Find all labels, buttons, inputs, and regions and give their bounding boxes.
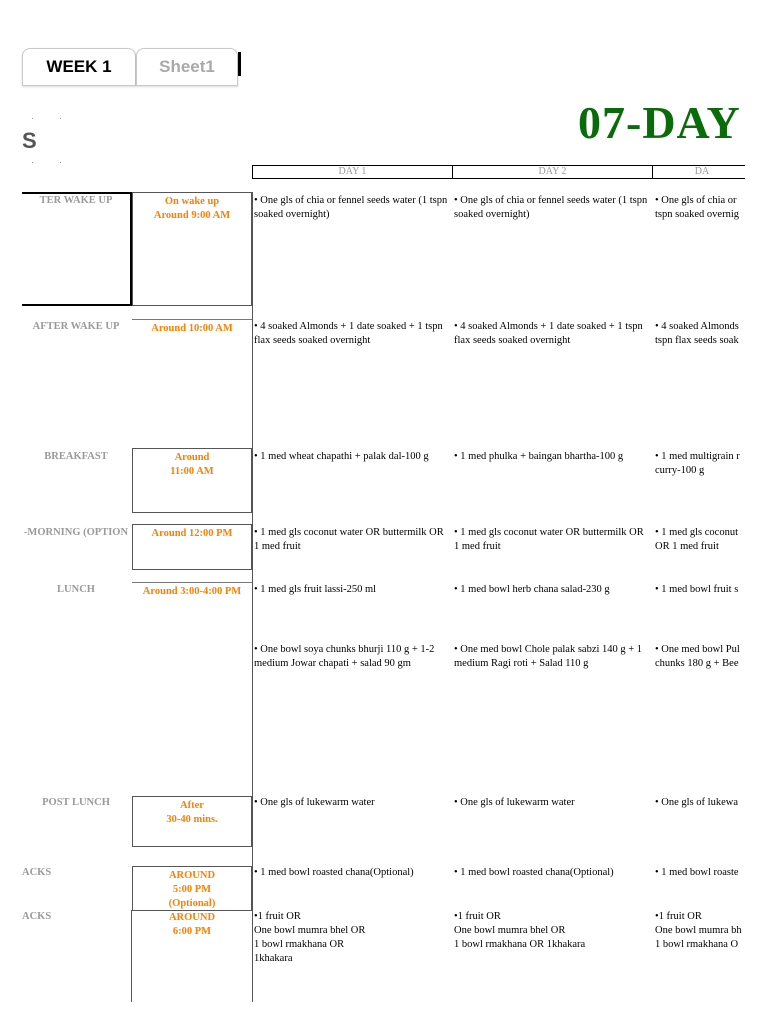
- meal-label-mid-morning: -MORNING (OPTION: [23, 527, 129, 538]
- meal-label-snacks-2: ACKS: [22, 911, 52, 922]
- meal-cell-day2-post-lunch: • One gls of lukewarm water: [454, 797, 575, 808]
- tab-week-1[interactable]: [22, 48, 136, 86]
- meal-cell-day2-snacks-2: •1 fruit OR One bowl mumra bhel OR 1 bowl rmakhana OR 1khakara: [454, 911, 586, 950]
- meal-cell-day1-mid-morning: • 1 med gls coconut water OR buttermilk OR 1 med fruit: [254, 527, 444, 552]
- meal-cell-day1-snacks-1: • 1 med bowl roasted chana(Optional): [254, 867, 414, 878]
- meal-cell-day3-mid-morning: • 1 med gls coconut OR 1 med fruit: [655, 527, 738, 552]
- meal-cell-day3-snacks-2: •1 fruit OR One bowl mumra bh 1 bowl rmakhana O: [655, 911, 742, 950]
- day-header-1: DAY 1: [252, 165, 453, 179]
- meal-label-snacks-1: ACKS: [22, 867, 52, 878]
- meal-cell-day2-wake-up: • One gls of chia or fennel seeds water (1 tspn soaked overnight): [454, 195, 648, 220]
- tab-bar-edge: [238, 52, 241, 76]
- selection-border-top: [22, 192, 132, 194]
- grid-line: [252, 192, 253, 1002]
- meal-cell-day1-breakfast: • 1 med wheat chapathi + palak dal-100 g: [254, 451, 429, 462]
- meal-cell-day1-lunch: • 1 med gls fruit lassi-250 ml: [254, 584, 377, 595]
- time-cell-post-lunch: After 30-40 mins.: [132, 796, 252, 847]
- time-cell-snacks-2: AROUND 6:00 PM: [168, 912, 216, 937]
- meal-label-lunch: LUNCH: [57, 584, 95, 595]
- meal-cell-day2-lunch: • 1 med bowl herb chana salad-230 g: [454, 584, 610, 595]
- page-title: 07-DAY: [578, 97, 741, 148]
- logo-fragment: S: [22, 128, 37, 153]
- meal-cell-day1-snacks-2: •1 fruit OR One bowl mumra bhel OR 1 bowl rmakhana OR 1khakara: [254, 911, 366, 964]
- meal-cell-day3-after-wake-up: • 4 soaked Almonds tspn flax seeds soak: [655, 321, 739, 346]
- meal-label-wake-up: TER WAKE UP: [39, 195, 113, 206]
- tab-sheet1[interactable]: [136, 48, 238, 86]
- meal-cell-day3-post-lunch: • One gls of lukewa: [655, 797, 738, 808]
- meal-cell-day3-wake-up: • One gls of chia or tspn soaked overnig: [655, 195, 739, 220]
- meal-cell-day2-mid-morning: • 1 med gls coconut water OR buttermilk OR 1 med fruit: [454, 527, 644, 552]
- logo-dot: [60, 118, 61, 119]
- day-header-2: DAY 2: [452, 165, 653, 179]
- logo-dot: [60, 162, 61, 163]
- day-header-3: DA: [652, 165, 752, 179]
- time-cell-snacks-1: AROUND 5:00 PM (Optional): [132, 866, 252, 911]
- meal-cell-day3-snacks-1: • 1 med bowl roaste: [655, 867, 739, 878]
- meal-cell-day3-lunch: • 1 med bowl fruit s: [655, 584, 739, 595]
- meal-cell-day2-snacks-1: • 1 med bowl roasted chana(Optional): [454, 867, 614, 878]
- time-cell-mid-morning: Around 12:00 PM: [132, 524, 252, 570]
- logo-dot: [32, 118, 33, 119]
- time-cell-breakfast: Around 11:00 AM: [132, 448, 252, 513]
- time-cell-lunch: Around 3:00-4:00 PM: [132, 582, 252, 598]
- meal-cell-day1-lunch-main: • One bowl soya chunks bhurji 110 g + 1-2 medium Jowar chapati + salad 90 gm: [254, 644, 435, 669]
- logo-dot: [32, 162, 33, 163]
- meal-label-post-lunch: POST LUNCH: [42, 797, 110, 808]
- viewport-edge: [745, 0, 768, 1024]
- selection-border-bottom: [22, 304, 132, 306]
- meal-cell-day2-breakfast: • 1 med phulka + baingan bhartha-100 g: [454, 451, 624, 462]
- time-cell-wake-up: On wake up Around 9:00 AM: [132, 192, 252, 306]
- meal-cell-day1-post-lunch: • One gls of lukewarm water: [254, 797, 375, 808]
- meal-cell-day1-wake-up: • One gls of chia or fennel seeds water (1 tspn soaked overnight): [254, 195, 448, 220]
- meal-cell-day2-after-wake-up: • 4 soaked Almonds + 1 date soaked + 1 tspn flax seeds soaked overnight: [454, 321, 643, 346]
- meal-label-breakfast: BREAKFAST: [44, 451, 108, 462]
- time-cell-after-wake-up: Around 10:00 AM: [132, 319, 252, 333]
- meal-label-after-wake-up: AFTER WAKE UP: [32, 321, 120, 332]
- meal-cell-day3-breakfast: • 1 med multigrain r curry-100 g: [655, 451, 740, 476]
- tab-sheet1-label: Sheet1: [159, 57, 215, 76]
- meal-cell-day3-lunch-main: • One med bowl Pul chunks 180 g + Bee: [655, 644, 740, 669]
- meal-cell-day2-lunch-main: • One med bowl Chole palak sabzi 140 g + 1 medium Ragi roti + Salad 110 g: [454, 644, 643, 669]
- meal-cell-day1-after-wake-up: • 4 soaked Almonds + 1 date soaked + 1 tspn flax seeds soaked overnight: [254, 321, 443, 346]
- tab-week-1-label: WEEK 1: [46, 57, 112, 76]
